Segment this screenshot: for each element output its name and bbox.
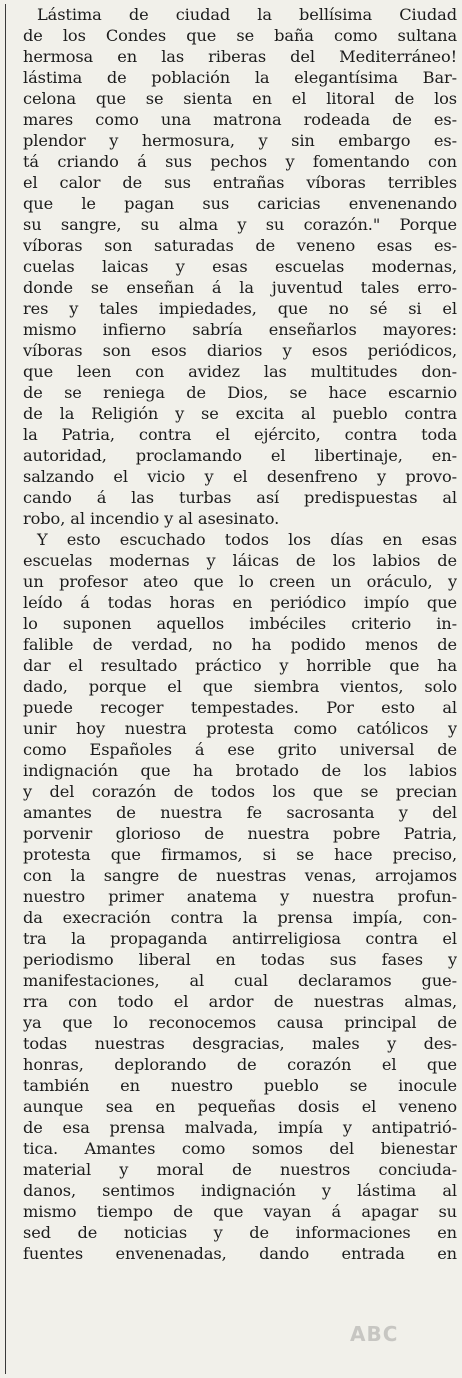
- column-rule: [5, 4, 6, 1374]
- text-line: plendor y hermosura, y sin embargo es-: [23, 131, 457, 150]
- text-line: lo suponen aquellos imbéciles criterio in-: [23, 614, 457, 633]
- text-line: todas nuestras desgracias, males y des-: [23, 1034, 457, 1053]
- text-line: robo, al incendio y al asesinato.: [23, 509, 280, 528]
- watermark-logo: ABC: [350, 1322, 399, 1346]
- article-body: [23, 4, 457, 1264]
- text-line: dar el resultado práctico y horrible que ha: [23, 656, 457, 675]
- text-line: amantes de nuestra fe sacrosanta y del: [23, 803, 457, 822]
- text-line: danos, sentimos indignación y lástima al: [23, 1181, 457, 1200]
- text-line: de se reniega de Dios, se hace escarnio: [23, 383, 457, 402]
- text-line: honras, deplorando de corazón el que: [23, 1055, 457, 1074]
- text-line: cuelas laicas y esas escuelas modernas,: [23, 257, 457, 276]
- text-line: también en nuestro pueblo se inocule: [23, 1076, 457, 1095]
- text-line: leído á todas horas en periódico impío que: [23, 593, 457, 612]
- text-line: su sangre, su alma y su corazón." Porque: [23, 215, 457, 234]
- text-line: rra con todo el ardor de nuestras almas,: [23, 992, 457, 1011]
- text-line: tica. Amantes como somos del bienestar: [23, 1139, 457, 1158]
- text-line: de esa prensa malvada, impía y antipatrió-: [23, 1118, 457, 1137]
- text-line: material y moral de nuestros conciuda-: [23, 1160, 457, 1179]
- text-line: hermosa en las riberas del Mediterráneo!: [23, 47, 457, 66]
- text-line: fuentes envenenadas, dando entrada en: [23, 1244, 457, 1263]
- text-line: la Patria, contra el ejército, contra toda: [23, 425, 457, 444]
- text-line: dado, porque el que siembra vientos, solo: [23, 677, 457, 696]
- text-line: nuestro primer anatema y nuestra profun-: [23, 887, 457, 906]
- text-line: lástima de población la elegantísima Bar-: [23, 68, 457, 87]
- text-line: y del corazón de todos los que se precian: [23, 782, 457, 801]
- text-line: víboras son saturadas de veneno esas es-: [23, 236, 457, 255]
- text-line: cando á las turbas así predispuestas al: [23, 488, 457, 507]
- text-line: res y tales impiedades, que no sé si el: [23, 299, 457, 318]
- text-line: porvenir glorioso de nuestra pobre Patria,: [23, 824, 457, 843]
- text-line: indignación que ha brotado de los labios: [23, 761, 457, 780]
- text-line: como Españoles á ese grito universal de: [23, 740, 457, 759]
- text-line: unir hoy nuestra protesta como católicos y: [23, 719, 457, 738]
- text-line: un profesor ateo que lo creen un oráculo, y: [23, 572, 457, 591]
- text-line: mismo tiempo de que vayan á apagar su: [23, 1202, 457, 1221]
- text-line: aunque sea en pequeñas dosis el veneno: [23, 1097, 457, 1116]
- text-line: celona que se sienta en el litoral de los: [23, 89, 457, 108]
- text-line: víboras son esos diarios y esos periódicos,: [23, 341, 457, 360]
- text-line: donde se enseñan á la juventud tales erro-: [23, 278, 457, 297]
- text-line: autoridad, proclamando el libertinaje, en-: [23, 446, 457, 465]
- text-line: que le pagan sus caricias envenenando: [23, 194, 457, 213]
- text-line: el calor de sus entrañas víboras terribles: [23, 173, 457, 192]
- text-line: mismo infierno sabría enseñarlos mayores:: [23, 320, 457, 339]
- text-line: tá criando á sus pechos y fomentando con: [23, 152, 457, 171]
- text-line: de la Religión y se excita al pueblo contra: [23, 404, 457, 423]
- text-line: sed de noticias y de informaciones en: [23, 1223, 457, 1242]
- text-line: que leen con avidez las multitudes don-: [23, 362, 457, 381]
- text-line: tra la propaganda antirreligiosa contra el: [23, 929, 457, 948]
- text-line: salzando el vicio y el desenfreno y provo-: [23, 467, 457, 486]
- text-line: con la sangre de nuestras venas, arrojamos: [23, 866, 457, 885]
- text-line: manifestaciones, al cual declaramos gue-: [23, 971, 457, 990]
- text-line: puede recoger tempestades. Por esto al: [23, 698, 457, 717]
- text-line: da execración contra la prensa impía, con-: [23, 908, 457, 927]
- text-line: periodismo liberal en todas sus fases y: [23, 950, 457, 969]
- text-line: Y esto escuchado todos los días en esas: [37, 530, 457, 549]
- text-line: de los Condes que se baña como sultana: [23, 26, 457, 45]
- text-line: ya que lo reconocemos causa principal de: [23, 1013, 457, 1032]
- text-line: Lástima de ciudad la bellísima Ciudad: [37, 5, 457, 24]
- text-line: protesta que firmamos, si se hace preciso,: [23, 845, 457, 864]
- text-line: falible de verdad, no ha podido menos de: [23, 635, 457, 654]
- text-line: escuelas modernas y láicas de los labios de: [23, 551, 457, 570]
- text-line: mares como una matrona rodeada de es-: [23, 110, 457, 129]
